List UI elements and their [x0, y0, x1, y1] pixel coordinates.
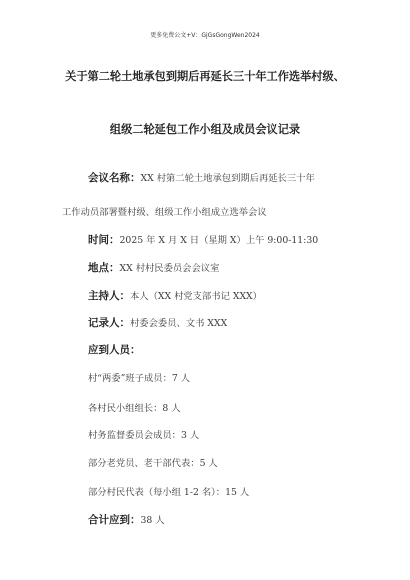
attendee-item-text: 部分老党员、老干部代表：5 人 [88, 458, 218, 469]
host-row [88, 290, 262, 303]
attendee-item [88, 487, 249, 499]
document-title-line-1: 关于第二轮土地承包到期后再延长三十年工作选举村级、 [65, 69, 345, 83]
meeting-name-continuation [62, 207, 267, 219]
attendee-item-text: 各村民小组组长：8 人 [88, 403, 181, 414]
host-value: 本人（XX 村党支部书记 XXX） [130, 291, 262, 302]
recorder-row [88, 317, 227, 330]
attendee-item [88, 458, 218, 470]
total-value: 38 人 [140, 515, 165, 526]
host-label: 主持人： [88, 290, 130, 302]
attendee-item-text: 部分村民代表（每小组 1-2 名）：15 人 [88, 487, 250, 498]
place-row [88, 262, 219, 275]
time-value: 2025 年 X 月 X 日（星期 X）上午 9:00-11:30 [119, 235, 319, 246]
total-label: 合计应到： [88, 514, 141, 526]
attendees-heading: 应到人员： [88, 344, 141, 356]
attendee-item-text: 村“两委”班子成员：7 人 [88, 373, 191, 384]
recorder-label: 记录人： [88, 317, 130, 329]
attendee-item [88, 430, 199, 442]
recorder-value: 村委会委员、文书 XXX [130, 318, 228, 329]
time-label: 时间： [88, 234, 120, 246]
meeting-name-label: 会议名称： [88, 172, 141, 184]
meeting-name-value-1: XX 村第二轮土地承包到期后再延长三十年 [140, 173, 315, 184]
total-row [88, 514, 165, 527]
meeting-name-row [88, 172, 315, 185]
meeting-name-value-2: 工作动员部署暨村级、组级工作小组成立选举会议 [62, 207, 267, 218]
header-note: 更多免费公文+V：GjGsGongWen2024 [150, 32, 260, 39]
attendee-item-text: 村务监督委员会成员：3 人 [88, 430, 200, 441]
document-title-line-2: 组级二轮延包工作小组及成员会议记录 [109, 122, 301, 136]
place-label: 地点： [88, 262, 120, 274]
attendee-item [88, 403, 181, 415]
time-row [88, 234, 318, 247]
place-value: XX 村村民委员会会议室 [119, 263, 220, 274]
attendee-item [88, 373, 190, 385]
attendees-heading-row [88, 344, 141, 357]
